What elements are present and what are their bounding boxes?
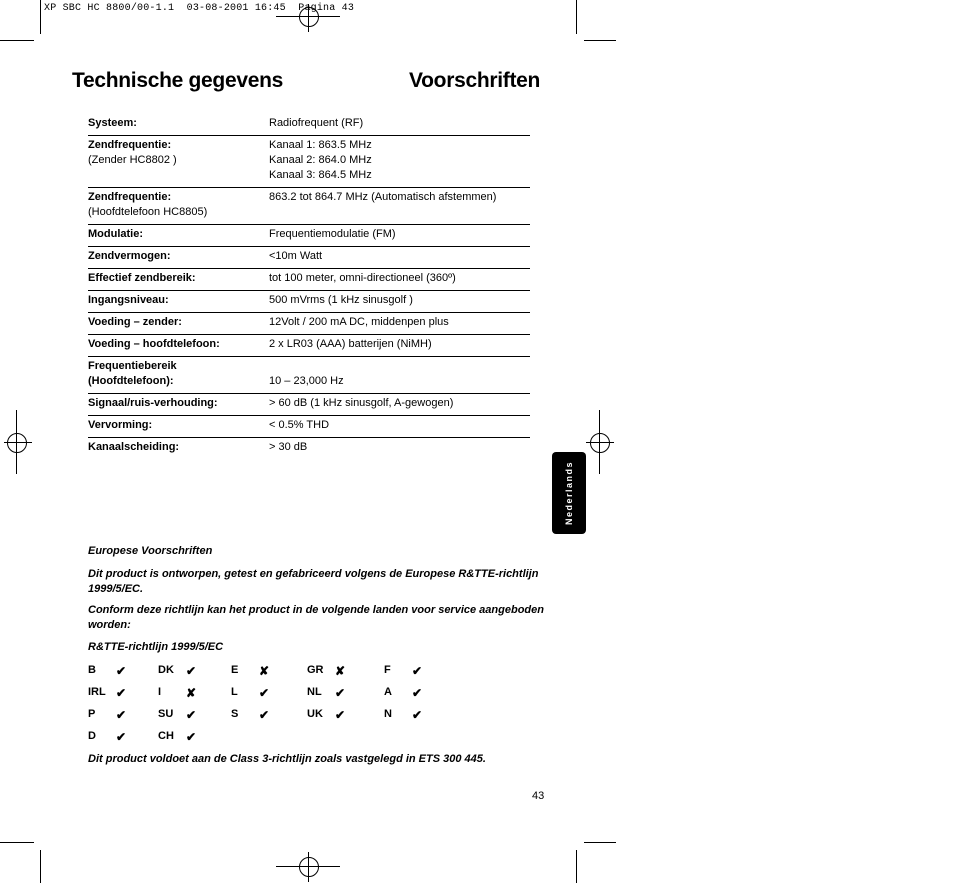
spec-value-cell [269, 315, 530, 330]
spec-value: Frequentiemodulatie (FM) [269, 228, 396, 240]
spec-row [88, 136, 530, 188]
country-entry [307, 686, 346, 700]
country-entry [231, 686, 270, 700]
registration-mark [590, 433, 610, 453]
spec-value: Kanaal 3: 864.5 MHz [269, 169, 372, 181]
country-code: L [231, 686, 238, 698]
country-code: CH [158, 730, 174, 742]
spec-label: Vervorming: [88, 419, 153, 431]
spec-label: Systeem: [88, 117, 137, 129]
spec-label: Modulatie: [88, 228, 143, 240]
spec-label-cell [88, 271, 269, 286]
page-title-left: Technische gegevens [72, 69, 283, 92]
spec-value-cell [269, 440, 530, 455]
cross-icon: ✘ [259, 664, 270, 678]
spec-label: Frequentiebereik [88, 360, 177, 372]
spec-label: Voeding – zender: [88, 316, 182, 328]
country-code: NL [307, 686, 322, 698]
spec-value: <10m Watt [269, 250, 323, 262]
check-icon: ✔ [259, 708, 270, 722]
country-entry [307, 708, 346, 722]
spec-label-cell [88, 138, 269, 183]
spec-value-cell [269, 249, 530, 264]
spec-row [88, 247, 530, 269]
crop-mark [0, 842, 34, 843]
check-icon: ✔ [335, 686, 346, 700]
spec-value: > 30 dB [269, 441, 308, 453]
spec-label-cell [88, 116, 269, 131]
spec-label: Zendfrequentie: [88, 191, 172, 203]
spec-row [88, 357, 530, 394]
check-icon: ✔ [335, 708, 346, 722]
spec-value-cell [269, 190, 530, 220]
spec-label-cell [88, 315, 269, 330]
spec-value-cell [269, 116, 530, 131]
spec-label-cell [88, 190, 269, 220]
check-icon: ✔ [116, 664, 127, 678]
spec-row [88, 313, 530, 335]
crop-mark [584, 842, 616, 843]
check-icon: ✔ [412, 664, 423, 678]
spec-row [88, 416, 530, 438]
spec-value-cell [269, 138, 530, 183]
spec-value-cell [269, 374, 530, 389]
country-code: P [88, 708, 96, 720]
spec-value: 500 mVrms (1 kHz sinusgolf ) [269, 294, 413, 306]
spec-label-cell [88, 418, 269, 433]
spec-value: < 0.5% THD [269, 419, 330, 431]
country-entry [231, 708, 270, 722]
class-3-statement: Dit product voldoet aan de Class 3-richtlijn zoals vastgelegd in ETS 300 445. [88, 753, 486, 765]
check-icon: ✔ [186, 730, 197, 744]
country-code: D [88, 730, 96, 742]
country-code: IRL [88, 686, 106, 698]
crop-mark [40, 0, 41, 34]
spec-value: 12Volt / 200 mA DC, middenpen plus [269, 316, 449, 328]
country-code: S [231, 708, 239, 720]
crop-mark [40, 850, 41, 883]
spec-label: Zendvermogen: [88, 250, 171, 262]
country-code: B [88, 664, 96, 676]
print-slug: XP SBC HC 8800/00-1.1 03-08-2001 16:45 Pagina 43 [44, 3, 355, 14]
country-code: UK [307, 708, 323, 720]
language-tab-label: Nederlands [564, 460, 574, 526]
page-number: 43 [532, 790, 545, 802]
spec-row [88, 335, 530, 357]
directive-label: R&TTE-richtlijn 1999/5/EC [88, 641, 224, 653]
spec-sublabel: (Hoofdtelefoon HC8805) [88, 206, 208, 218]
country-code: SU [158, 708, 174, 720]
spec-value: Kanaal 2: 864.0 MHz [269, 154, 372, 166]
crop-mark [584, 40, 616, 41]
country-entry [307, 664, 346, 678]
registration-mark [299, 857, 319, 877]
spec-value: 10 – 23,000 Hz [269, 375, 344, 387]
country-entry [384, 664, 423, 678]
spec-label: Kanaalscheiding: [88, 441, 180, 453]
country-entry [88, 730, 127, 744]
spec-value-cell [269, 418, 530, 433]
check-icon: ✔ [186, 664, 197, 678]
spec-value-cell [269, 337, 530, 352]
spec-label-cell [88, 440, 269, 455]
spec-label: Voeding – hoofdtelefoon: [88, 338, 220, 350]
country-entry [88, 708, 127, 722]
cross-icon: ✘ [335, 664, 346, 678]
spec-label-cell [88, 337, 269, 352]
spec-value: 863.2 tot 864.7 MHz (Automatisch afstemmen) [269, 191, 497, 203]
spec-row [88, 394, 530, 416]
crop-mark [576, 850, 577, 883]
spec-value: 2 x LR03 (AAA) batterijen (NiMH) [269, 338, 432, 350]
regulations-paragraph-1: Dit product is ontworpen, getest en gefabriceerd volgens de Europese R&TTE-richtlijn 1999/5/EC. [88, 568, 539, 595]
page-title-right: Voorschriften [409, 69, 541, 92]
spec-table [88, 114, 530, 459]
country-entry [158, 730, 197, 744]
spec-label: Effectief zendbereik: [88, 272, 196, 284]
spec-value-cell [269, 227, 530, 242]
check-icon: ✔ [116, 730, 127, 744]
spec-value: tot 100 meter, omni-directioneel (360º) [269, 272, 456, 284]
crop-mark [0, 40, 34, 41]
spec-value: > 60 dB (1 kHz sinusgolf, A-gewogen) [269, 397, 454, 409]
spec-label-line-2: (Hoofdtelefoon): [88, 375, 174, 387]
country-code: I [158, 686, 162, 698]
language-tab [552, 452, 586, 534]
spec-label-cell [88, 396, 269, 411]
spec-label-cell [88, 293, 269, 308]
check-icon: ✔ [412, 686, 423, 700]
check-icon: ✔ [116, 686, 127, 700]
country-code: DK [158, 664, 174, 676]
spec-row [88, 188, 530, 225]
spec-label: Ingangsniveau: [88, 294, 169, 306]
check-icon: ✔ [259, 686, 270, 700]
check-icon: ✔ [116, 708, 127, 722]
check-icon: ✔ [412, 708, 423, 722]
cross-icon: ✘ [186, 686, 197, 700]
regulations-paragraph-2: Conform deze richtlijn kan het product in de volgende landen voor service aangeboden worden: [88, 604, 544, 631]
spec-row [88, 114, 530, 136]
check-icon: ✔ [186, 708, 197, 722]
spec-row [88, 269, 530, 291]
spec-value-cell [269, 396, 530, 411]
spec-label-cell [88, 359, 269, 389]
spec-value: Radiofrequent (RF) [269, 117, 364, 129]
country-code: GR [307, 664, 324, 676]
spec-label: Zendfrequentie: [88, 139, 172, 151]
spec-sublabel: (Zender HC8802 ) [88, 154, 177, 166]
country-code: E [231, 664, 239, 676]
country-entry [158, 664, 197, 678]
spec-row [88, 225, 530, 247]
country-entry [88, 686, 127, 700]
spec-value-cell [269, 293, 530, 308]
country-entry [158, 686, 197, 700]
country-entry [88, 664, 127, 678]
country-entry [231, 664, 270, 678]
country-entry [158, 708, 197, 722]
country-entry [384, 708, 423, 722]
crop-mark [576, 0, 577, 34]
spec-label: Signaal/ruis-verhouding: [88, 397, 218, 409]
country-code: A [384, 686, 392, 698]
spec-value: Kanaal 1: 863.5 MHz [269, 139, 372, 151]
country-entry [384, 686, 423, 700]
country-code: N [384, 708, 392, 720]
spec-row [88, 291, 530, 313]
spec-label-cell [88, 227, 269, 242]
spec-value-cell [269, 271, 530, 286]
spec-row [88, 438, 530, 459]
regulations-heading: Europese Voorschriften [88, 545, 213, 557]
registration-mark [7, 433, 27, 453]
spec-label-cell [88, 249, 269, 264]
country-code: F [384, 664, 391, 676]
